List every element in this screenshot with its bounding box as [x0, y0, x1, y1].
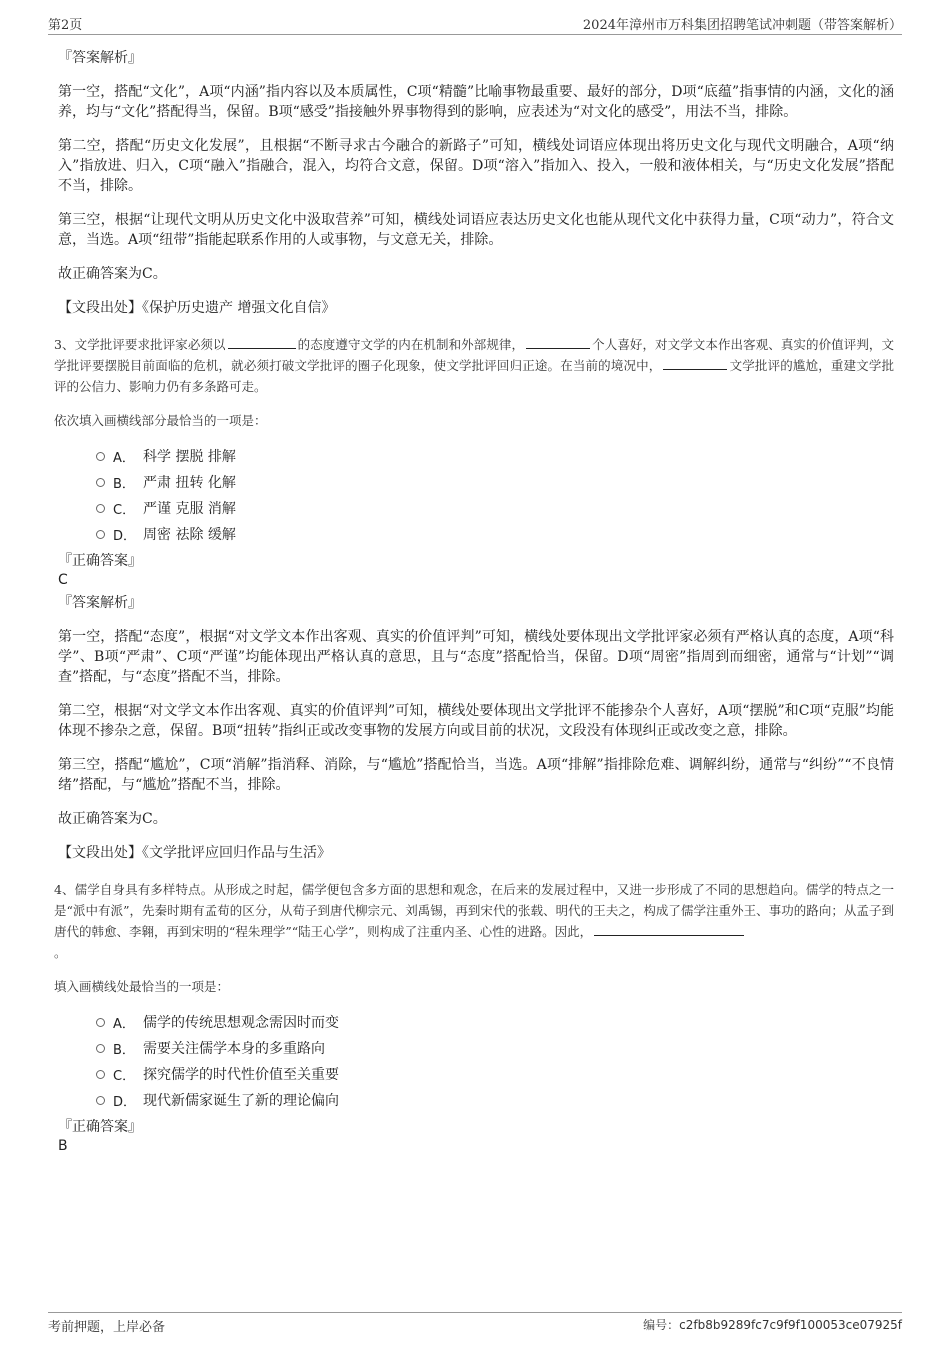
q4-answer-label: 『正确答案』 [58, 1119, 142, 1135]
q3-prompt: 依次填入画横线部分最恰当的一项是： [54, 413, 267, 428]
q4-option-b[interactable]: B． 需要关注儒学本身的多重路向 [96, 1035, 894, 1061]
q4-stem-end: 。 [54, 945, 67, 960]
q3-option-c[interactable]: C． 严谨 克服 消解 [96, 495, 894, 521]
q2-conclusion: 故正确答案为C。 [58, 266, 167, 282]
footer-slogan: 考前押题，上岸必备 [48, 1320, 166, 1335]
q4-stem-text: 4、儒学自身具有多样特点。从形成之时起，儒学便包含多方面的思想和观念，在后来的发展过程中，又进一步形成了不同的思想趋向。儒学的特点之一是“派中有派”，先秦时期有孟荀的区分，从荀子到唐代柳宗元、刘禹锡，再到宋代的张载、明代的王夫之，构成了儒学注重外王、事功的路向；从孟子到唐代的韩愈、李翱，再到宋明的“程朱理学”“陆王心学”，则构成了注重内圣、心性的进路。因此， [54, 882, 894, 939]
q3-stem [54, 334, 894, 397]
q4-blank [594, 921, 744, 936]
q3-source: 【文段出处】《文学批评应回归作品与生活》 [58, 845, 331, 861]
radio-icon[interactable] [96, 1096, 105, 1105]
q3-conclusion: 故正确答案为C。 [58, 811, 167, 827]
q3-answer: C [58, 572, 68, 588]
q2-analysis-para-3: 第三空，根据“让现代文明从历史文化中汲取营养”可知，横线处词语应表达历史文化也能从现代文化中获得力量，C项“动力”，符合文意，当选。A项“纽带”指能起联系作用的人或事物，与文意无关，排除。 [58, 212, 894, 248]
q4-option-c[interactable]: C． 探究儒学的时代性价值至关重要 [96, 1061, 894, 1087]
q3-options [96, 443, 894, 547]
q3-analysis-para-2: 第二空，根据“对文学文本作出客观、真实的价值评判”可知，横线处要体现出文学批评不能掺杂个人喜好，A项“摆脱”和C项“克服”均能体现不掺杂之意，保留。B项“扭转”指纠正或改变事物的发展方向或目前的状况，文段没有体现纠正或改变之意，排除。 [58, 703, 894, 739]
q3-stem-part-1: 3、文学批评要求批评家必须以 [54, 337, 226, 352]
page-header [48, 12, 902, 35]
q3-analysis-para-1: 第一空，搭配“态度”，根据“对文学文本作出客观、真实的价值评判”可知，横线处要体现出文学批评家必须有严格认真的态度，A项“科学”、B项“严肃”、C项“严谨”均能体现出严格认真的意思，且与“态度”搭配恰当，保留。D项“周密”指周到而细密，通常与“计划”“调查”搭配，与“态度”搭配不当，排除。 [58, 629, 894, 685]
radio-icon[interactable] [96, 1018, 105, 1027]
q3-stem-part-2: 的态度遵守文学的内在机制和外部规律， [297, 337, 525, 352]
q2-analysis-para-2: 第二空，搭配“历史文化发展”，且根据“不断寻求古今融合的新路子”可知，横线处词语应体现出将历史文化与现代文明融合，A项“纳入”指放进、归入，C项“融入”指融合，混入，均符合文意，保留。D项“溶入”指加入、投入，一般和液体相关，与“历史文化发展”搭配不当，排除。 [58, 138, 894, 194]
q4-option-a[interactable]: A． 儒学的传统思想观念需因时而变 [96, 1009, 894, 1035]
radio-icon[interactable] [96, 504, 105, 513]
document-title: 2024年漳州市万科集团招聘笔试冲刺题（带答案解析） [582, 18, 902, 33]
q4-options [96, 1009, 894, 1113]
q3-option-b[interactable]: B． 严肃 扭转 化解 [96, 469, 894, 495]
q3-analysis-para-3: 第三空，搭配“尴尬”，C项“消解”指消释、消除，与“尴尬”搭配恰当，当选。A项“排解”指排除危难、调解纠纷，通常与“纠纷”“不良情绪”搭配，与“尴尬”搭配不当，排除。 [58, 757, 894, 793]
q3-blank-2 [526, 334, 590, 349]
q3-option-a[interactable]: A． 科学 摆脱 排解 [96, 443, 894, 469]
q3-analysis-label: 『答案解析』 [58, 595, 142, 611]
q4-answer: B [58, 1138, 68, 1154]
q3-stem-part-4: 文学批评的尴尬，重建文学批评的公信力、影响力仍有多条路可走。 [54, 358, 894, 394]
q3-blank-3 [663, 355, 727, 370]
q3-blank-1 [228, 334, 296, 349]
radio-icon[interactable] [96, 452, 105, 461]
q3-option-d[interactable]: D． 周密 祛除 缓解 [96, 521, 894, 547]
radio-icon[interactable] [96, 1044, 105, 1053]
q4-prompt: 填入画横线处最恰当的一项是： [54, 979, 230, 994]
page-footer [48, 1312, 902, 1335]
page-content [54, 44, 894, 1155]
q3-answer-label: 『正确答案』 [58, 553, 142, 569]
q4-option-d[interactable]: D． 现代新儒家诞生了新的理论偏向 [96, 1087, 894, 1113]
q3-stem-part-3: 个人喜好，对文学文本作出客观、真实的价值评判，文学批评要摆脱目前面临的危机，就必须打破文学批评的圈子化现象，使文学批评回归正途。在当前的境况中， [54, 337, 894, 373]
q2-analysis-para-1: 第一空，搭配“文化”，A项“内涵”指内容以及本质属性，C项“精髓”比喻事物最重要、最好的部分，D项“底蕴”指事情的内涵，文化的涵养，均与“文化”搭配得当，保留。B项“感受”指接触外界事物得到的影响，应表述为“对文化的感受”，用法不当，排除。 [58, 84, 894, 120]
radio-icon[interactable] [96, 530, 105, 539]
q4-stem [54, 879, 894, 963]
q2-source: 【文段出处】《保护历史遗产 增强文化自信》 [58, 300, 336, 316]
q2-analysis-label: 『答案解析』 [58, 50, 142, 66]
radio-icon[interactable] [96, 1070, 105, 1079]
radio-icon[interactable] [96, 478, 105, 487]
page-number: 第2页 [48, 18, 83, 33]
document-code: 编号：c2fb8b9289fc7c9f9f100053ce07925f [643, 1318, 902, 1332]
